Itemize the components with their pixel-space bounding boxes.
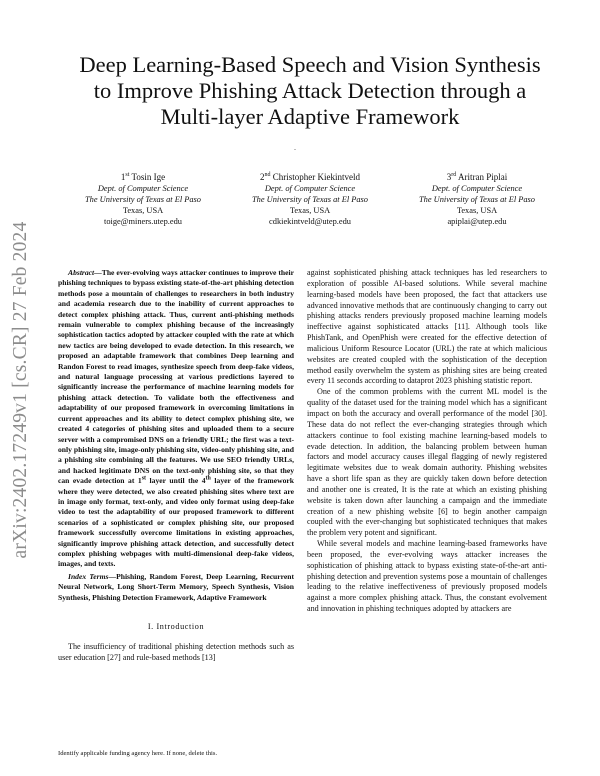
- index-terms-text: —Phishing, Random Forest, Deep Learning, Recurrent Neural Network, Long Short-Term Memory, Speech Synthesis, Vision Synthesis, Phishing Detection Framework, Adaptive Framework: [58, 571, 295, 602]
- abstract-text: —The ever-evolving ways attacker continues to improve their phishing techniques to bypass existing state-of-the-art phishing detection methods pose a mountain of challenges to researchers in both industry and academia research due to the inability of current approaches to detect complex phishing attack. Thus, current anti-phishing methods remain vulnerable to complex phishing because of the increasingly sophistication tactics adopted by attacker coupled with the rate at which new tactics are being developed to evade detection. In this research, we proposed an adaptable framework that combines Deep learning and Randon Forest to read images, synthesize speech from deep-fake videos, and natural language processing at various predictions layered to significantly increase the performance of machine learning models for phishing attack detection. To validate both the effectiveness and adaptability of our proposed framework in overcoming limitations in current approaches and its ability to detect complex phishing site, we created 4 categories of phishing sites and uploaded them to a secure server with a compromised DNS on a friendly URL; the first was a text-only phishing site, image-only phishing site, video-only phishing site, and a phishing site combining all the features. We use SEO friendly URLs, and hacked legitimate DNS on the text-only phishing site, so that they can evade detection at 1: [58, 268, 294, 486]
- abstract-text: layer until the 4: [146, 476, 206, 486]
- arxiv-identifier-text: arXiv:2402.17249v1 [cs.CR] 27 Feb 2024: [10, 221, 31, 559]
- author-name: Aritran Piplai: [458, 172, 508, 182]
- superscript: th: [205, 475, 211, 482]
- index-terms-label: Index Terms: [68, 571, 109, 581]
- author-university: The University of Texas at El Paso: [84, 195, 201, 204]
- paper-title: [40, 52, 580, 130]
- superscript: st: [141, 475, 147, 482]
- left-column: [58, 268, 294, 664]
- title-dot: .: [294, 143, 296, 152]
- section-heading: I. Introduction: [147, 622, 205, 631]
- abstract: [58, 268, 294, 570]
- author-university: The University of Texas at El Paso: [418, 195, 535, 204]
- author-block: [60, 172, 560, 227]
- author-ordinal-suffix: nd: [264, 172, 271, 178]
- author-dept: Dept. of Computer Science: [264, 184, 356, 193]
- author-name: Tosin Ige: [131, 172, 166, 182]
- author-ordinal-suffix: rd: [451, 172, 457, 178]
- abstract-label: Abstract: [68, 268, 95, 277]
- author-dept: Dept. of Computer Science: [431, 184, 523, 193]
- author-ordinal: 1: [120, 172, 126, 182]
- author-2: [227, 172, 393, 227]
- author-email[interactable]: toige@miners.utep.edu: [104, 217, 182, 226]
- author-dept: Dept. of Computer Science: [97, 184, 189, 193]
- author-email[interactable]: apiplai@utep.edu: [447, 217, 507, 226]
- index-terms: [58, 572, 294, 603]
- title-line: Deep Learning-Based Speech and Vision Synthesis: [79, 52, 541, 77]
- author-ordinal: 2: [260, 172, 265, 182]
- author-ordinal-suffix: st: [125, 172, 130, 178]
- author-location: Texas, USA: [289, 206, 331, 215]
- author-university: The University of Texas at El Paso: [251, 195, 368, 204]
- title-line: Multi-layer Adaptive Framework: [160, 104, 460, 129]
- right-column: [307, 268, 547, 615]
- author-location: Texas, USA: [122, 206, 164, 215]
- abstract-text: layer of the framework where they were detected, we also created phishing sites where text are in image only format, text-only, and video only format using deep-fake video to test the adaptability of our proposed framework to different scenarios of a sophisticated or complex phishing site, our proposed framework successfully overcome limitations in existing approaches, significantly improve phishing attack detection, and successfully detect complex phishing webpages with multi-dimensional deep-fake videos, images, and texts.: [58, 476, 295, 569]
- author-name: Christopher Kiekintveld: [272, 172, 360, 182]
- title-line: to Improve Phishing Attack Detection through a: [93, 78, 527, 103]
- intro-paragraph: The insufficiency of traditional phishing detection methods such as user education [27] and rule-based methods [13]: [58, 641, 294, 662]
- author-3: [394, 172, 560, 227]
- author-location: Texas, USA: [456, 206, 498, 215]
- body-paragraph: One of the common problems with the current ML model is the quality of the dataset used for the training model which has a significant impact on both the accuracy and overall performance of the model [30]. These data do not reflect the ever-changing strategies through which attackers continue to fool existing machine learning-based models to evade detection. In addition, the balancing problem between human factors and model accuracy causes illegal flagging of newly registered legitimate websites due to weak domain authority. Phishing websites have a short life span as they are quickly taken down before detection and another one is created, It is the rate at which an existing phishing website is taken down after launching a campaign and the immediate creation of a new phishing website [6] to begin another campaign coupled with the ever-changing but sophisticated techniques that makes the problem very potent and significant.: [307, 387, 547, 538]
- author-email[interactable]: cdkiekintveld@utep.edu: [269, 217, 351, 226]
- body-paragraph: While several models and machine learning-based frameworks have been proposed, the ever-evolving ways attacker increases the sophistication of phishing attack to bypass existing state-of-the-art anti-phishing detection and prevention systems pose a mountain of challenges leading to the relative ineffectiveness of previously proposed models against a more complex phishing attack. Thus, the constant evolvement and innovation in phishing techniques adopted by attackers are: [307, 539, 547, 614]
- body-paragraph: against sophisticated phishing attack techniques has led researchers to exploration of possible AI-based solutions. While several machine learning-based models have been proposed, the fact that attackers use advanced innovative methods that are continuously changing to carry out phishing attacks renders previously proposed machine learning models ineffective against sophisticated attacks [11]. Although tools like PhishTank, and OpenPhish were created for the effective detection of malicious Uniform Resource Locator (URL) the rate at which malicious websites are created coupled with the sophistication of the deception method easily overwhelm the system as phishing sites are being created every 11 seconds according to dataprot 2023 phishing statistic report.: [307, 268, 547, 386]
- arxiv-identifier-stamp: [6, 205, 36, 575]
- footnote: Identify applicable funding agency here. If none, delete this.: [58, 750, 218, 757]
- author-1: [60, 172, 226, 227]
- author-ordinal: 3: [446, 172, 452, 182]
